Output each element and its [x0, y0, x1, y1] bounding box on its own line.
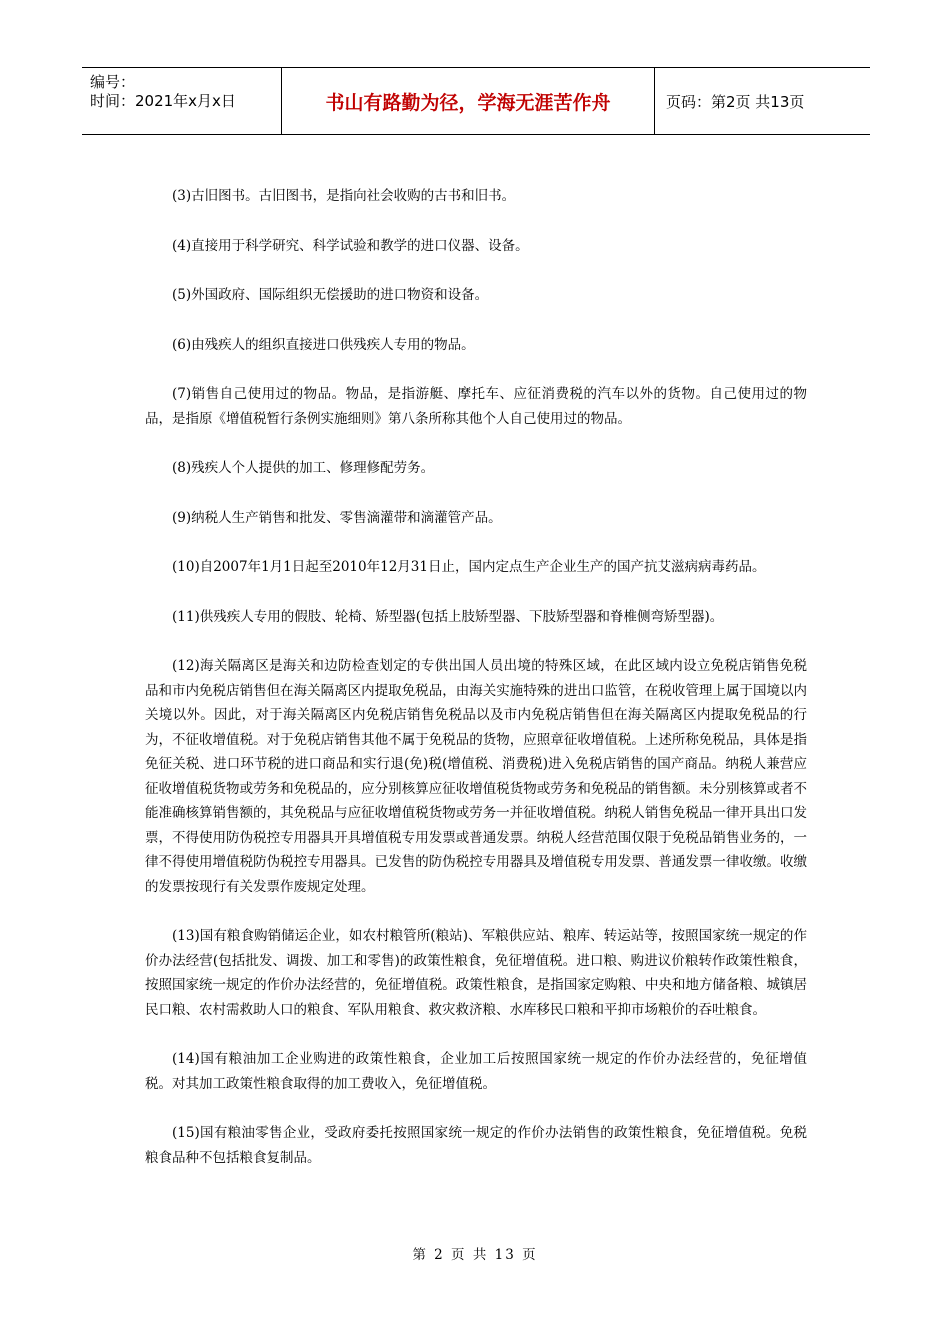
header-meta [82, 68, 282, 134]
paragraph-item-5: (5)外国政府、国际组织无偿援助的进口物资和设备。 [172, 287, 489, 303]
paragraph-item-9: (9)纳税人生产销售和批发、零售滴灌带和滴灌管产品。 [172, 509, 502, 526]
document-body [145, 184, 807, 1195]
document-time-label: 时间：2021年x月x日 [90, 92, 236, 110]
paragraph-item-11: (11)供残疾人专用的假肢、轮椅、矫型器(包括上肢矫型器、下肢矫型器和脊椎侧弯矫型器)。 [172, 608, 724, 625]
page-header [82, 67, 870, 135]
paragraph-item-7: (7)销售自己使用过的物品。物品，是指游艇、摩托车、应征消费税的汽车以外的货物。自己使用过的物品，是指原《增值税暂行条例实施细则》第八条所称其他个人自己使用过的物品。 [145, 386, 807, 427]
paragraph-item-6: (6)由残疾人的组织直接进口供残疾人专用的物品。 [172, 336, 475, 353]
paragraph-item-10: (10)自2007年1月1日起至2010年12月31日止，国内定点生产企业生产的国产抗艾滋病病毒药品。 [172, 559, 766, 575]
paragraph-item-8: (8)残疾人个人提供的加工、修理修配劳务。 [172, 460, 435, 476]
paragraph-item-3: (3)古旧图书。古旧图书，是指向社会收购的古书和旧书。 [172, 188, 516, 204]
paragraph-item-15: (15)国有粮油零售企业，受政府委托按照国家统一规定的作价办法销售的政策性粮食，免征增值税。免税粮食品种不包括粮食复制品。 [145, 1125, 807, 1166]
header-motto: 书山有路勤为径，学海无涯苦作舟 [282, 68, 655, 134]
paragraph-item-12: (12)海关隔离区是海关和边防检查划定的专供出国人员出境的特殊区域，在此区域内设立免税店销售免税品和市内免税店销售但在海关隔离区内提取免税品，由海关实施特殊的进出口监管，在税收管理上属于国境以内关境以外。因此，对于海关隔离区内免税店销售免税品以及市内免税店销售但在海关隔离区内提取免税品的行为，不征收增值税。对于免税店销售其他不属于免税品的货物，应照章征收增值税。上述所称免税品，具体是指免征关税、进口环节税的进口商品和实行退(免)税(增值税、消费税)进入免税店销售的国产商品。纳税人兼营应征收增值税货物或劳务和免税品的，应分别核算应征收增值税货物或劳务和免税品的销售额。未分别核算或者不能准确核算销售额的，其免税品与应征收增值税货物或劳务一并征收增值税。纳税人销售免税品一律开具出口发票，不得使用防伪税控专用器具开具增值税专用发票或普通发票。纳税人经营范围仅限于免税品销售业务的，一律不得使用增值税防伪税控专用器具。已发售的防伪税控专用器具及增值税专用发票、普通发票一律收缴。收缴的发票按现行有关发票作废规定处理。 [145, 658, 807, 895]
paragraph-item-4: (4)直接用于科学研究、科学试验和教学的进口仪器、设备。 [172, 237, 529, 254]
paragraph-item-13: (13)国有粮食购销储运企业，如农村粮管所(粮站)、军粮供应站、粮库、转运站等，按照国家统一规定的作价办法经营(包括批发、调拨、加工和零售)的政策性粮食，免征增值税。进口粮、购进议价粮转作政策性粮食，按照国家统一规定的作价办法经营的，免征增值税。政策性粮食，是指国家定购粮、中央和地方储备粮、城镇居民口粮、农村需救助人口的粮食、军队用粮食、救灾救济粮、水库移民口粮和平抑市场粮价的吞吐粮食。 [145, 928, 807, 1018]
document-number-label: 编号： [90, 73, 136, 91]
page-footer: 第 2 页 共 13 页 [412, 1247, 538, 1263]
paragraph-item-14: (14)国有粮油加工企业购进的政策性粮食，企业加工后按照国家统一规定的作价办法经营的，免征增值税。对其加工政策性粮食取得的加工费收入，免征增值税。 [145, 1051, 807, 1092]
header-page-info: 页码：第2页 共13页 [666, 92, 805, 111]
